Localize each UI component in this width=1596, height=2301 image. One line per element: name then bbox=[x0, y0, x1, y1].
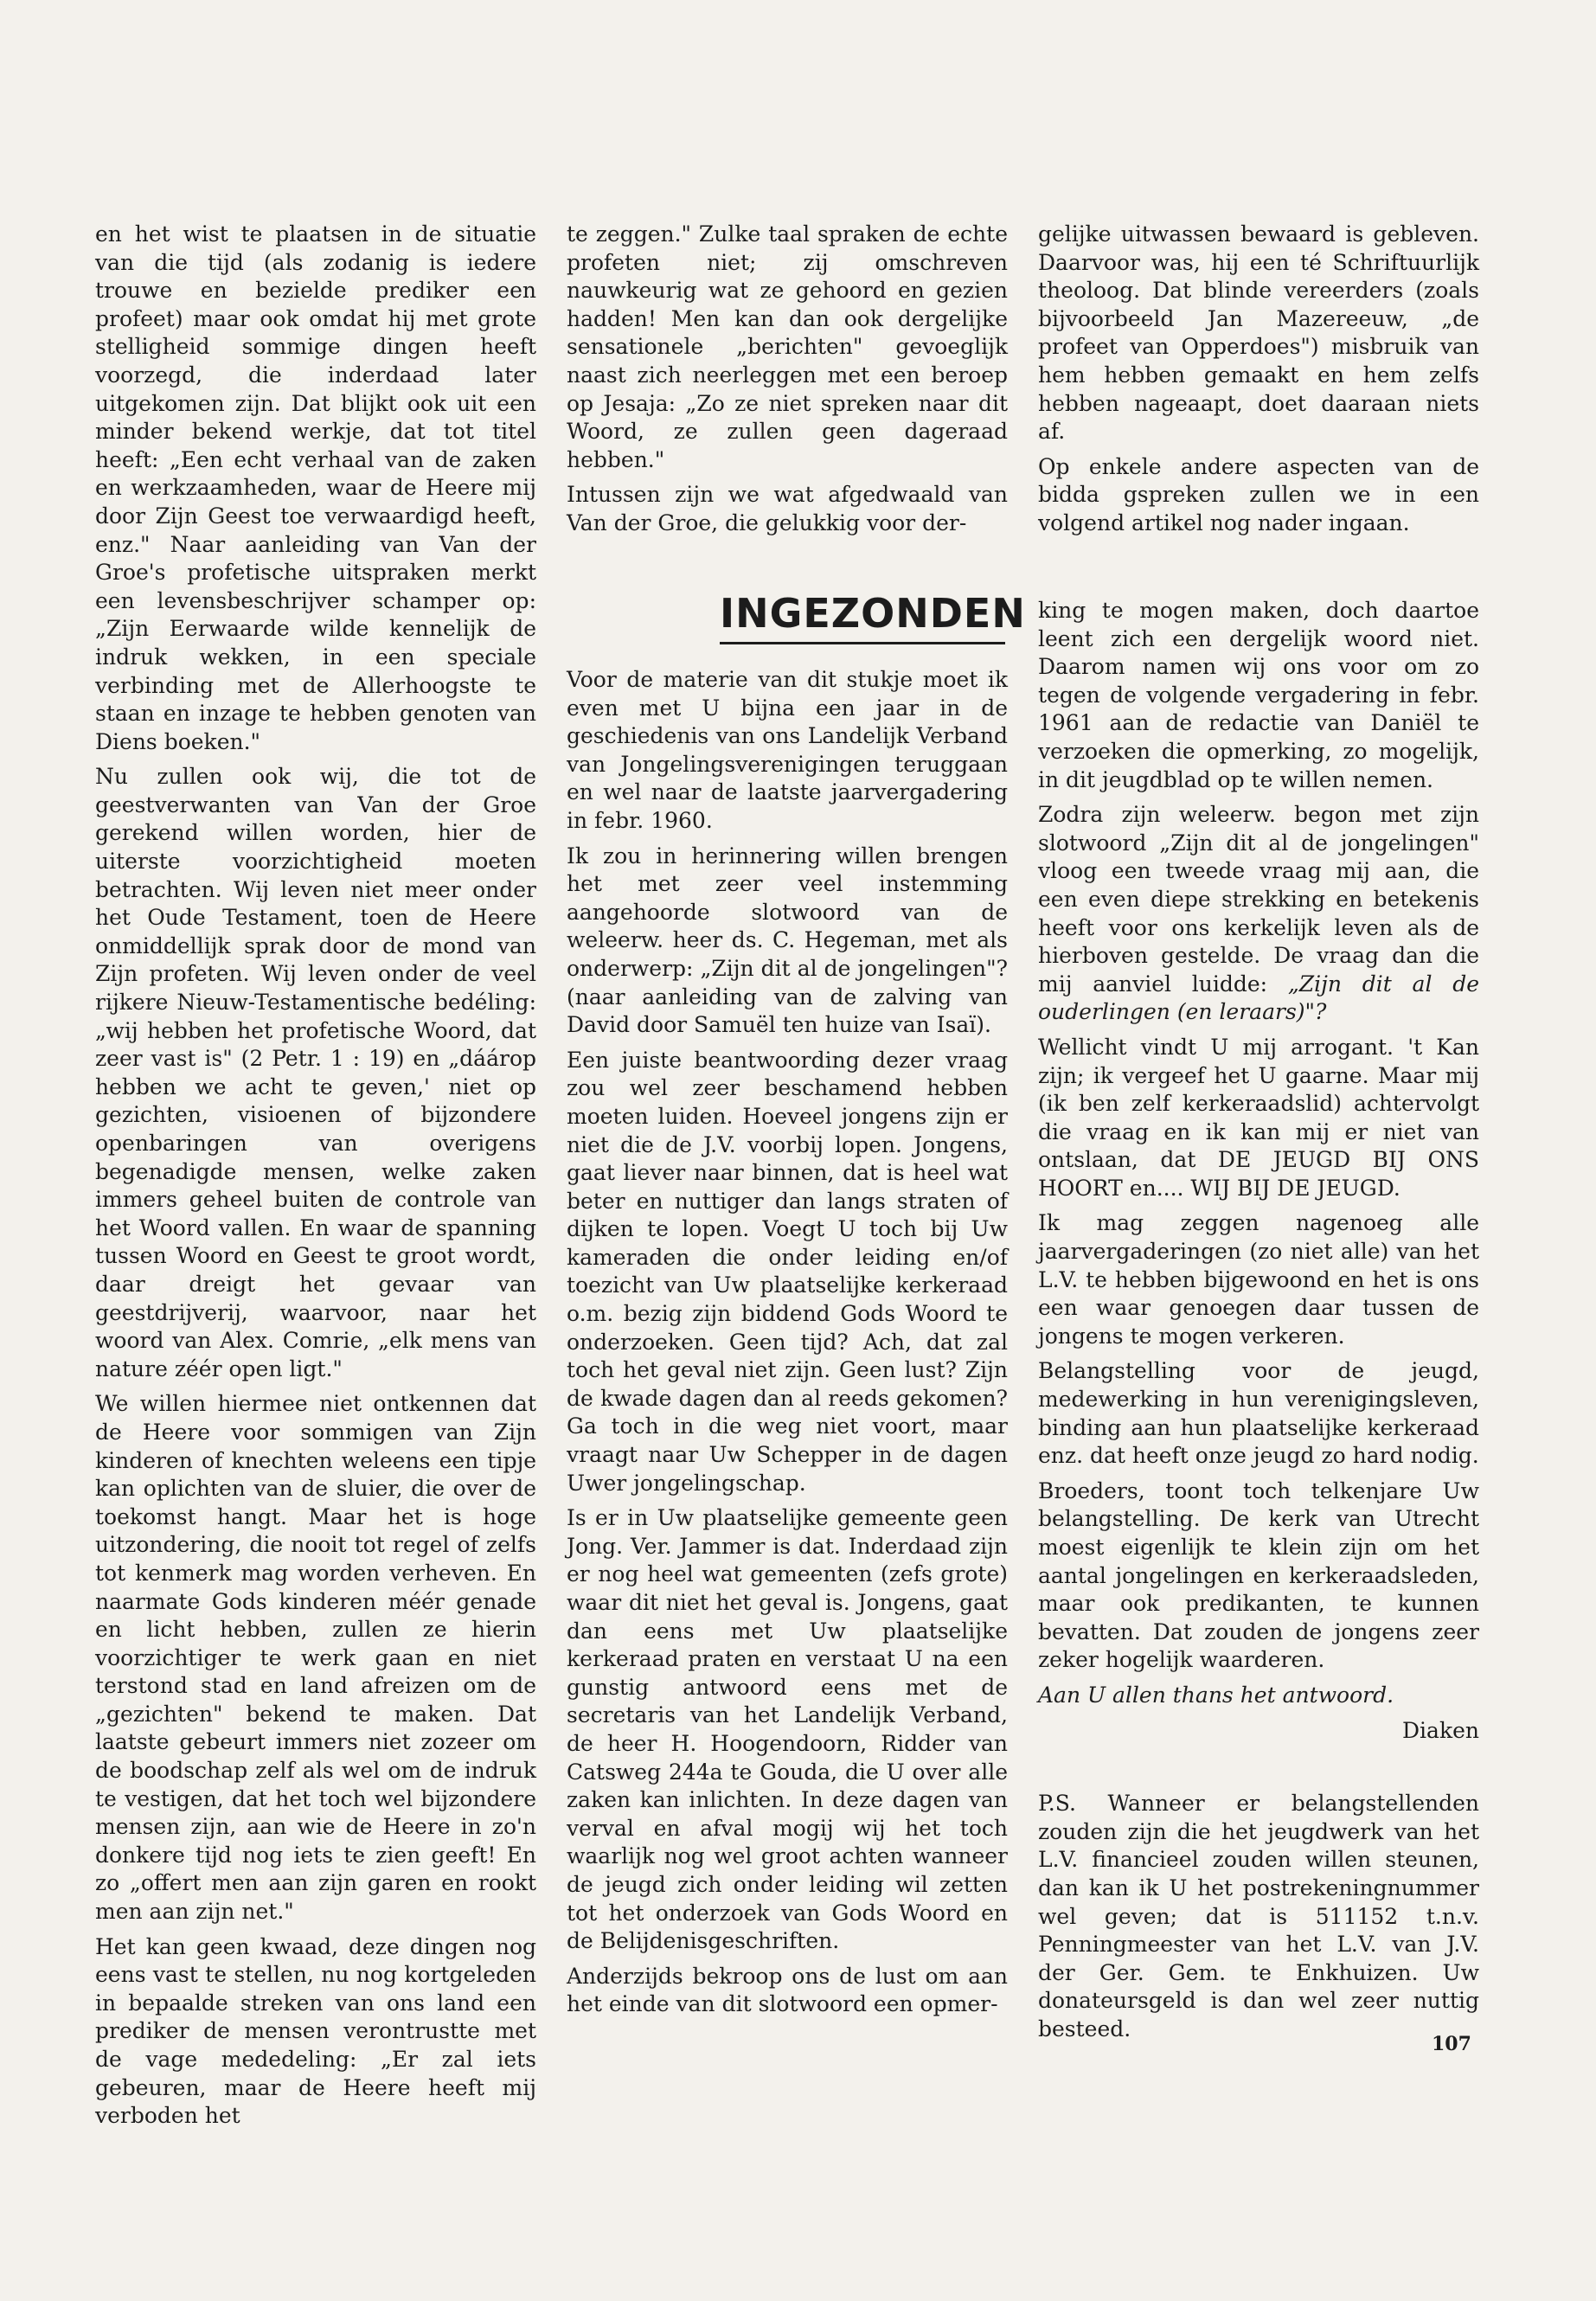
paragraph: king te mogen maken, doch daartoe leent zich een dergelijk woord niet. Daarom namen wij ons voor om zo tegen de volgende vergadering in febr. 1961 aan de redactie van Daniël te verzoeken die opmerking, zo mogelijk, in dit jeugdblad op te willen nemen. bbox=[1038, 598, 1479, 792]
paragraph: en het wist te plaatsen in de situatie van die tijd (als zodanig is iedere trouwe en bezielde prediker een profeet) maar ook omdat hij met grote stelligheid sommige dingen heeft voorzegd, die inderdaad later uitgekomen zijn. Dat blijkt ook uit een minder bekend werkje, dat tot titel heeft: „Een echt verhaal van de zaken en werkzaamheden, waar de Heere mij door Zijn Geest toe verwaardigd heeft, enz." Naar aanleiding van Van der Groe's profetische uitspraken merkt een levensbeschrijver schamper op: „Zijn Eerwaarde wilde kennelijk de indruk wekken, in een speciale verbinding met de Allerhoogste te staan en inzage te hebben genoten van Diens boeken." bbox=[95, 221, 536, 754]
paragraph: Een juiste beantwoording dezer vraag zou wel zeer beschamend hebben moeten luiden. Hoeveel jongens zijn er niet die de J.V. voorbij lopen. Jongens, gaat liever naar binnen, dat is heel wat beter en nuttiger dan langs straten of dijken te lopen. Voegt U toch bij Uw kameraden die onder leiding en/of toezicht van Uw plaatselijke kerkeraad o.m. bezig zijn biddend Gods Woord te onderzoeken. Geen tijd? Ach, dat zal toch het geval niet zijn. Geen lust? Zijn de kwade dagen dan al reeds gekomen? Ga toch in die weg niet voort, maar vraagt naar Uw Schepper in de dagen Uwer jongelingschap. bbox=[567, 1047, 1008, 1496]
italic-question: „Zijn dit al de ouderlingen (en leraars)"? bbox=[1038, 971, 1479, 1025]
closing-line: Aan U allen thans het antwoord. bbox=[1038, 1682, 1394, 1708]
heading-underline bbox=[720, 642, 1005, 644]
column-right-letter bbox=[1038, 597, 1479, 2051]
paragraph: gelijke uitwassen bewaard is gebleven. Daarvoor was, hij een té Schriftuurlijk theoloog. Dat blinde vereerders (zoals bijvoorbeeld Jan Mazereeuw, „de profeet van Opperdoes") misbruik van hem hebben gemaakt en hem zelfs hebben nageaapt, doet daaraan niets af. bbox=[1038, 221, 1479, 445]
paragraph: Het kan geen kwaad, deze dingen nog eens vast te stellen, nu nog kortgeleden in bepaalde streken van ons land een prediker de mensen verontrustte met de vage mededeling: „Er zal iets gebeuren, maar de Heere heeft mij verboden het bbox=[95, 1933, 536, 2129]
paragraph: Op enkele andere aspecten van de bidda gspreken zullen we in een volgend artikel nog nader ingaan. bbox=[1038, 453, 1479, 535]
paragraph: Belangstelling voor de jeugd, medewerking in hun verenigingsleven, binding aan hun plaatselijke kerkeraad enz. dat heeft onze jeugd zo hard nodig. bbox=[1038, 1358, 1479, 1469]
postscript: P.S. Wanneer er belangstellenden zouden zijn die het jeugdwerk van het L.V. financieel zouden willen steunen, dan kan ik U het postrekeningnummer wel geven; dat is 511152 t.n.v. Penningmeester van het L.V. van J.V. der Ger. Gem. te Enkhuizen. Uw donateursgeld is dan wel zeer nuttig besteed. bbox=[1038, 1791, 1479, 2041]
paragraph: Ik zou in herinnering willen brengen het met zeer veel instemming aangehoorde slotwoord van de weleerw. heer ds. C. Hegeman, met als onderwerp: „Zijn dit al de jongelingen"? (naar aanleiding van de zalving van David door Samuël ten huize van Isaï). bbox=[567, 843, 1008, 1038]
paragraph: Is er in Uw plaatselijke gemeente geen Jong. Ver. Jammer is dat. Inderdaad zijn er nog heel wat gemeenten (zefs grote) waar dit niet het geval is. Jongens, gaat dan eens met Uw plaatselijke kerkeraad praten en verstaat U na een gunstig antwoord eens met de secretaris van het Landelijk Verband, de heer H. Hoogendoorn, Ridder van Catsweg 244a te Gouda, die U over alle zaken kan inlichten. In deze dagen van verval en afval mogij wij het toch waarlijk nog wel groot achten wanneer de jeugd zich onder leiding wil zetten tot het onderzoek van Gods Woord en de Belijdenisgeschriften. bbox=[567, 1505, 1008, 1954]
paragraph: Nu zullen ook wij, die tot de geestverwanten van Van der Groe gerekend willen worden, hier de uiterste voorzichtigheid moeten betrachten. Wij leven niet meer onder het Oude Testament, toen de Heere onmiddellijk sprak door de mond van Zijn profeten. Wij leven onder de veel rijkere Nieuw-Testamentische bedéling: „wij hebben het profetische Woord, dat zeer vast is" (2 Petr. 1 : 19) en „dáárop hebben we acht te geven,' niet op gezichten, visioenen of bijzondere openbaringen van overigens begenadigde mensen, welke zaken immers geheel buiten de controle van het Woord vallen. En waar de spanning tussen Woord en Geest te groot wordt, daar dreigt het gevaar van geestdrijverij, waarvoor, naar het woord van Alex. Comrie, „elk mens van nature zéér open ligt." bbox=[95, 764, 536, 1381]
paragraph: Voor de materie van dit stukje moet ik even met U bijna een jaar in de geschiedenis van ons Landelijk Verband van Jongelingsverenigingen teruggaan en wel naar de laatste jaarvergadering in febr. 1960. bbox=[567, 667, 1008, 833]
paragraph: Ik mag zeggen nagenoeg alle jaarvergaderingen (zo niet alle) van het L.V. te hebben bijgewoond en het is ons een waar genoegen daar tussen de jongens te mogen verkeren. bbox=[1038, 1210, 1479, 1349]
paragraph: Broeders, toont toch telkenjare Uw belangstelling. De kerk van Utrecht moest eigenlijk te klein zijn om het aantal jongelingen en kerkeraadsleden, maar ook predikanten, te kunnen bevatten. Dat zouden de jongens zeer zeker hogelijk waarderen. bbox=[1038, 1477, 1479, 1673]
paragraph: te zeggen." Zulke taal spraken de echte profeten niet; zij omschreven nauwkeurig wat ze gehoord en gezien hadden! Men kan dan ook dergelijke sensationele „berichten" gevoeglijk naast zich neerleggen met een beroep op Jesaja: „Zo ze niet spreken naar dit Woord, ze zullen geen dageraad hebben." bbox=[567, 221, 1008, 472]
paragraph-text: Zodra zijn weleerw. begon met zijn slotwoord „Zijn dit al de jongelingen" vloog een tweede vraag mij aan, die een even diepe strekking en betekenis heeft voor ons kerkelijk leven als de hierboven gestelde. De vraag dan die mij aanviel luidde: bbox=[1038, 802, 1479, 997]
column-middle-top bbox=[567, 221, 1008, 545]
section-heading: INGEZONDEN bbox=[720, 590, 1026, 637]
section-heading-block bbox=[720, 590, 1026, 644]
paragraph: Wellicht vindt U mij arrogant. 't Kan zijn; ik vergeef het U gaarne. Maar mij (ik ben zelf kerkeraadslid) achtervolgt die vraag en ik kan mij er niet van ontslaan, dat DE JEUGD BIJ ONS HOORT en.... WIJ BIJ DE JEUGD. bbox=[1038, 1034, 1479, 1201]
paragraph: Anderzijds bekroop ons de lust om aan het einde van dit slotwoord een opmer- bbox=[567, 1963, 1008, 2017]
paragraph: Intussen zijn we wat afgedwaald van Van der Groe, die gelukkig voor der- bbox=[567, 482, 1008, 535]
column-middle-letter bbox=[567, 666, 1008, 2026]
paragraph bbox=[1038, 801, 1479, 1027]
column-right-top bbox=[1038, 221, 1479, 545]
paragraph: We willen hiermee niet ontkennen dat de Heere voor sommigen van Zijn kinderen of knechten weleens een tipje kan oplichten van de sluier, die over de toekomst hangt. Maar het is hoge uitzondering, die nooit tot regel of zelfs tot kenmerk mag worden verheven. En naarmate Gods kinderen méér genade en licht hebben, zullen ze hierin voorzichtiger te werk gaan en niet terstond stad en land afreizen om de „gezichten" bekend te maken. Dat laatste gebeurt immers niet zozeer om de boodschap zelf als wel om de indruk te vestigen, dat het toch wel bijzondere mensen zijn, aan wie de Heere in zo'n donkere tijd nog iets te zien geeft! En zo „offert men aan zijn garen en rookt men aan zijn net." bbox=[95, 1391, 536, 1925]
page-number: 107 bbox=[1432, 2033, 1471, 2055]
column-left bbox=[95, 221, 536, 2138]
signature: Diaken bbox=[1402, 1717, 1479, 1743]
